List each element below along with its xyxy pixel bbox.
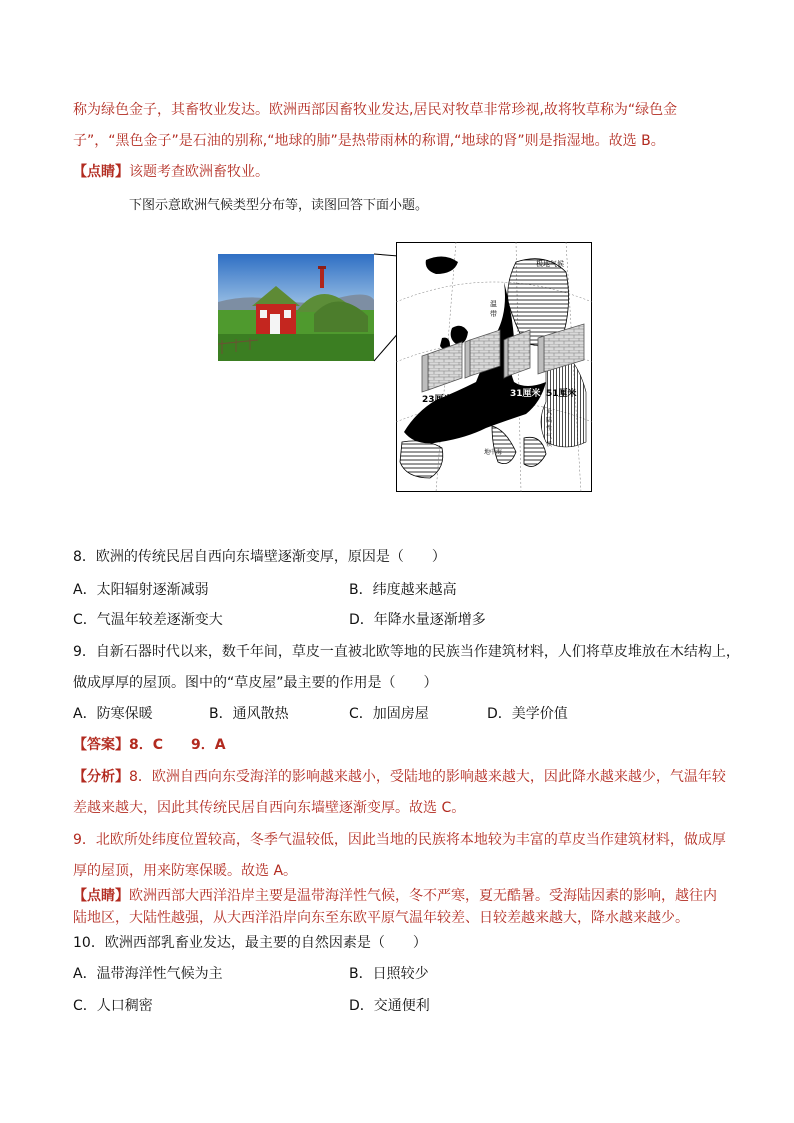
q10-option-a: A．温带海洋性气候为主 xyxy=(73,966,223,982)
q9-option-a: A．防寒保暖 xyxy=(73,706,153,722)
tip2-line2: 陆地区，大陆性越强，从大西洋沿岸向东至东欧平原气温年较差、日较差越来越大，降水越来越少。 xyxy=(73,910,689,926)
map-label-dai: 带 xyxy=(490,310,497,318)
q9-option-b: B．通风散热 xyxy=(209,706,289,722)
q10-option-b: B．日照较少 xyxy=(349,966,429,982)
map-label-rain-23: 23厘米 xyxy=(422,395,453,405)
prev-analysis-line2: 子”，“黑色金子”是石油的别称,“地球的肺”是热带雨林的称谓,“地球的肾”则是指湿地。故选 B。 xyxy=(73,133,665,149)
analysis-line4: 厚的屋顶，用来防寒保暖。故选 A。 xyxy=(73,863,298,879)
q10-option-d: D．交通便利 xyxy=(349,998,430,1014)
q8-option-a: A．太阳辐射逐渐减弱 xyxy=(73,582,209,598)
q8-stem: 8．欧洲的传统民居自西向东墙壁逐渐变厚，原因是（ ） xyxy=(73,549,446,565)
answer-line xyxy=(73,735,226,755)
analysis-text-1: 8．欧洲自西向东受海洋的影响越来越小，受陆地的影响越来越大，因此降水越来越少，气温年较 xyxy=(129,769,726,785)
tip2-line1 xyxy=(73,886,717,906)
tip-tag: 【点睛】 xyxy=(73,164,129,180)
figure-intro: 下图示意欧洲气候类型分布等，读图回答下面小题。 xyxy=(129,198,429,213)
tip-text: 该题考查欧洲畜牧业。 xyxy=(129,164,269,180)
map-label-med: 地中海 xyxy=(484,449,503,456)
map-label-rain-51: 51厘米 xyxy=(546,389,577,399)
analysis-line3: 9．北欧所处纬度位置较高，冬季气温较低，因此当地的民族将本地较为丰富的草皮当作建筑材料，做成厚 xyxy=(73,832,726,848)
answer-text: 8．C 9．A xyxy=(129,737,226,753)
map-label-cont2: 陆 xyxy=(546,417,553,424)
map-label-cont4: 气 xyxy=(546,433,553,440)
turf-house-image xyxy=(218,254,374,361)
map-label-cont5: 候 xyxy=(546,441,553,448)
q8-option-d: D．年降水量逐渐增多 xyxy=(349,612,486,628)
q9-stem-line1: 9．自新石器时代以来，数千年间，草皮一直被北欧等地的民族当作建筑材料，人们将草皮堆放在木结构上， xyxy=(73,644,740,660)
analysis-line1 xyxy=(73,767,726,787)
tip2-tag: 【点睛】 xyxy=(73,888,129,904)
q9-option-c: C．加固房屋 xyxy=(349,706,429,722)
q10-option-c: C．人口稠密 xyxy=(73,998,153,1014)
q8-option-b: B．纬度越来越高 xyxy=(349,582,457,598)
climate-map-drawing xyxy=(396,242,592,492)
q10-stem: 10．欧洲西部乳畜业发达，最主要的自然因素是（ ） xyxy=(73,935,427,951)
analysis-line2: 差越来越大，因此其传统民居自西向东墙壁逐渐变厚。故选 C。 xyxy=(73,800,466,816)
map-label-wen: 温 xyxy=(490,300,497,308)
analysis-tag: 【分析】 xyxy=(73,769,129,785)
map-label-polar: 极地气候 xyxy=(536,260,564,268)
europe-climate-map xyxy=(396,242,592,492)
turf-house-photo xyxy=(218,254,374,361)
q9-stem-line2: 做成厚厚的屋顶。图中的“草皮屋”最主要的作用是（ ） xyxy=(73,675,438,691)
prev-analysis-line1: 称为绿色金子，其畜牧业发达。欧洲西部因畜牧业发达,居民对牧草非常珍视,故将牧草称为“绿色金 xyxy=(73,102,678,118)
map-label-rain-31: 31厘米 xyxy=(510,389,541,399)
answer-tag: 【答案】 xyxy=(73,737,129,753)
q8-option-c: C．气温年较差逐渐变大 xyxy=(73,612,223,628)
map-label-cont1: 大 xyxy=(546,409,553,416)
map-label-cont3: 性 xyxy=(546,425,553,432)
tip2-text-1: 欧洲西部大西洋沿岸主要是温带海洋性气候，冬不严寒，夏无酷暑。受海陆因素的影响，越往内 xyxy=(129,888,717,904)
q9-option-d: D．美学价值 xyxy=(487,706,568,722)
prev-tip xyxy=(73,162,269,182)
